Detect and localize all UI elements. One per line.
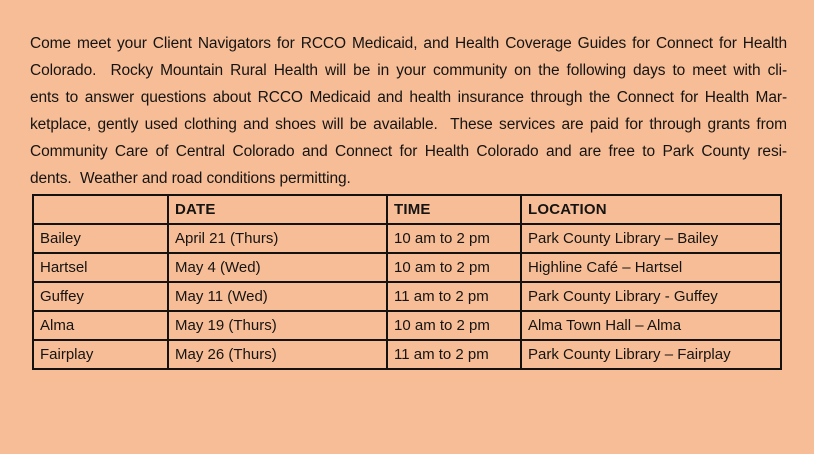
intro-line-4: ketplace, gently used clothing and shoes will be available. These services are paid for through grants from bbox=[30, 116, 787, 133]
table-row-hartsel bbox=[33, 253, 781, 282]
cell-date: May 26 (Thurs) bbox=[168, 340, 387, 369]
intro-line-3: ents to answer questions about RCCO Medicaid and health insurance through the Connect for Health Mar- bbox=[30, 89, 787, 106]
cell-time: 11 am to 2 pm bbox=[387, 340, 521, 369]
cell-date: May 11 (Wed) bbox=[168, 282, 387, 311]
cell-time: 10 am to 2 pm bbox=[387, 224, 521, 253]
cell-time: 10 am to 2 pm bbox=[387, 253, 521, 282]
header-cell-location: LOCATION bbox=[521, 195, 781, 224]
cell-town: Hartsel bbox=[33, 253, 168, 282]
intro-line-6: dents. Weather and road conditions permitting. bbox=[30, 170, 351, 187]
intro-line-2: Colorado. Rocky Mountain Rural Health will be in your community on the following days to meet with cli- bbox=[30, 62, 787, 79]
cell-location: Park County Library – Bailey bbox=[521, 224, 781, 253]
intro-line-1: Come meet your Client Navigators for RCCO Medicaid, and Health Coverage Guides for Connect for Health bbox=[30, 35, 787, 52]
intro-line-5: Community Care of Central Colorado and Connect for Health Colorado and are free to Park County resi- bbox=[30, 143, 787, 160]
table-row-alma bbox=[33, 311, 781, 340]
cell-town: Alma bbox=[33, 311, 168, 340]
table-row-guffey bbox=[33, 282, 781, 311]
cell-town: Bailey bbox=[33, 224, 168, 253]
cell-location: Alma Town Hall – Alma bbox=[521, 311, 781, 340]
cell-time: 10 am to 2 pm bbox=[387, 311, 521, 340]
cell-location: Park County Library - Guffey bbox=[521, 282, 781, 311]
table-header-row bbox=[33, 195, 781, 224]
intro-paragraph bbox=[30, 30, 787, 192]
cell-date: May 4 (Wed) bbox=[168, 253, 387, 282]
schedule-table bbox=[32, 194, 782, 370]
cell-date: April 21 (Thurs) bbox=[168, 224, 387, 253]
cell-location: Park County Library – Fairplay bbox=[521, 340, 781, 369]
cell-town: Fairplay bbox=[33, 340, 168, 369]
cell-location: Highline Café – Hartsel bbox=[521, 253, 781, 282]
cell-time: 11 am to 2 pm bbox=[387, 282, 521, 311]
table-row-bailey bbox=[33, 224, 781, 253]
cell-date: May 19 (Thurs) bbox=[168, 311, 387, 340]
header-cell-date: DATE bbox=[168, 195, 387, 224]
table-row-fairplay bbox=[33, 340, 781, 369]
header-cell-blank bbox=[33, 195, 168, 224]
cell-town: Guffey bbox=[33, 282, 168, 311]
header-cell-time: TIME bbox=[387, 195, 521, 224]
